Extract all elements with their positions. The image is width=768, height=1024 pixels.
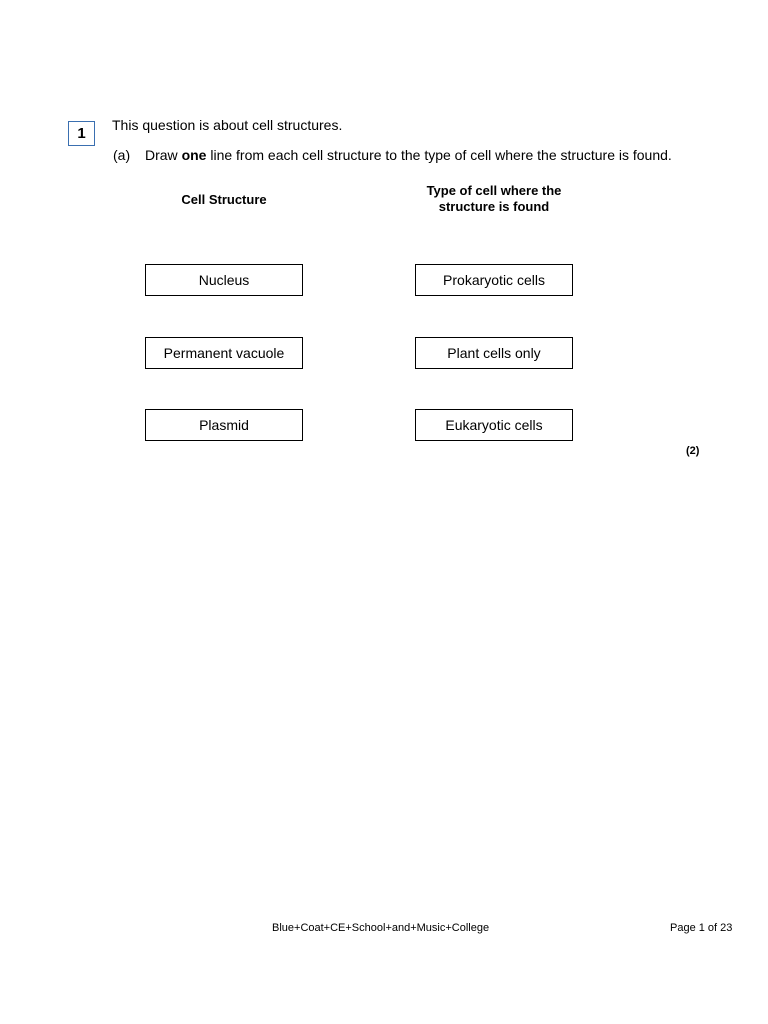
instruction-text-start: Draw xyxy=(145,147,182,163)
cell-structure-box-plasmid[interactable]: Plasmid xyxy=(145,409,303,441)
cell-structure-box-permanent-vacuole[interactable]: Permanent vacuole xyxy=(145,337,303,369)
left-column-heading: Cell Structure xyxy=(181,192,267,207)
cell-type-box-plant-only[interactable]: Plant cells only xyxy=(415,337,573,369)
question-intro: This question is about cell structures. xyxy=(112,117,343,133)
cell-type-box-eukaryotic[interactable]: Eukaryotic cells xyxy=(415,409,573,441)
right-heading-line-1: Type of cell where the xyxy=(426,183,562,198)
question-number-box: 1 xyxy=(68,121,95,146)
instruction-text-end: line from each cell structure to the type of cell where the structure is found. xyxy=(206,147,672,163)
right-heading-line-2: structure is found xyxy=(438,199,550,214)
part-label: (a) xyxy=(113,147,131,163)
footer-page-number: Page 1 of 23 xyxy=(670,922,733,934)
part-instruction xyxy=(145,147,672,163)
right-column-heading xyxy=(404,183,584,215)
cell-type-box-prokaryotic[interactable]: Prokaryotic cells xyxy=(415,264,573,296)
marks-allocation: (2) xyxy=(686,445,700,457)
cell-structure-box-nucleus[interactable]: Nucleus xyxy=(145,264,303,296)
instruction-emphasis: one xyxy=(181,147,207,163)
footer-school-name: Blue+Coat+CE+School+and+Music+College xyxy=(272,922,490,934)
